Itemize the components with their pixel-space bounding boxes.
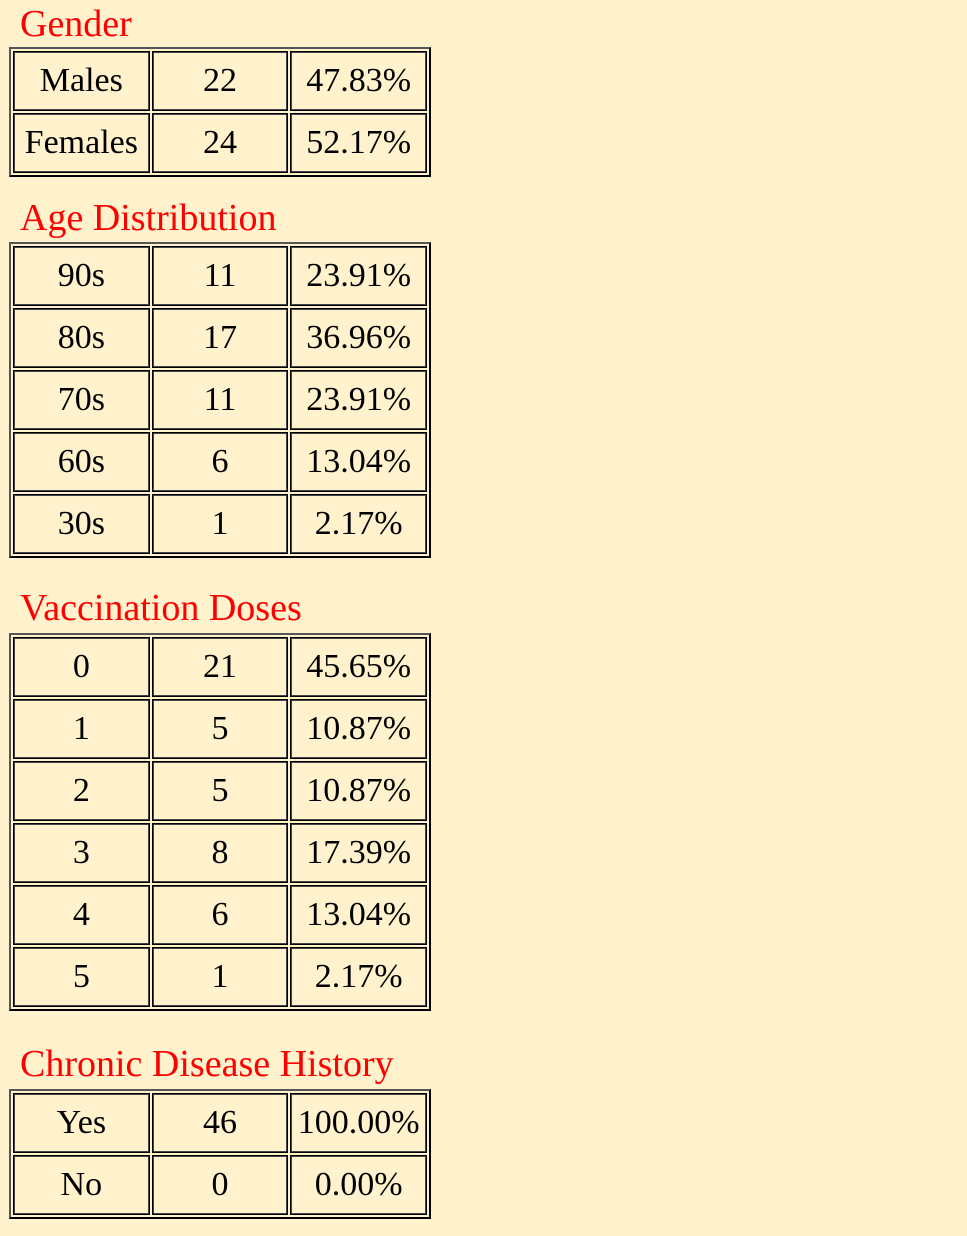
row-count: 8 [152,823,289,883]
vaccination-doses-table [9,633,431,1011]
row-label: 30s [13,494,150,554]
table-row [13,51,427,111]
table-row [13,885,427,945]
row-count: 1 [152,494,289,554]
table-row [13,761,427,821]
table-row [13,1093,427,1153]
row-percent: 2.17% [290,494,427,554]
row-label: 2 [13,761,150,821]
row-label: Males [13,51,150,111]
row-label: 90s [13,246,150,306]
row-count: 21 [152,637,289,697]
table-row [13,113,427,173]
row-label: 4 [13,885,150,945]
row-label: Females [13,113,150,173]
row-count: 24 [152,113,289,173]
chronic-disease-history-table [9,1089,431,1219]
table-row [13,637,427,697]
row-percent: 47.83% [290,51,427,111]
row-count: 22 [152,51,289,111]
row-label: 60s [13,432,150,492]
age-distribution-table [9,242,431,558]
row-percent: 13.04% [290,432,427,492]
row-label: 1 [13,699,150,759]
row-label: No [13,1155,150,1215]
row-count: 11 [152,370,289,430]
row-percent: 0.00% [290,1155,427,1215]
row-count: 17 [152,308,289,368]
section-title-vaccination-doses: Vaccination Doses [20,587,302,629]
row-label: Yes [13,1093,150,1153]
row-percent: 2.17% [290,947,427,1007]
row-percent: 10.87% [290,761,427,821]
gender-table [9,47,431,177]
row-count: 5 [152,699,289,759]
row-label: 5 [13,947,150,1007]
table-row [13,246,427,306]
table-row [13,947,427,1007]
table-row [13,494,427,554]
row-percent: 45.65% [290,637,427,697]
section-title-chronic-disease-history: Chronic Disease History [20,1043,394,1085]
row-label: 0 [13,637,150,697]
table-row [13,699,427,759]
table-row [13,1155,427,1215]
table-row [13,308,427,368]
row-percent: 13.04% [290,885,427,945]
row-label: 80s [13,308,150,368]
row-count: 11 [152,246,289,306]
row-label: 70s [13,370,150,430]
table-row [13,823,427,883]
row-count: 6 [152,432,289,492]
row-percent: 10.87% [290,699,427,759]
row-count: 0 [152,1155,289,1215]
row-count: 5 [152,761,289,821]
row-count: 46 [152,1093,289,1153]
row-percent: 17.39% [290,823,427,883]
row-percent: 23.91% [290,246,427,306]
row-count: 6 [152,885,289,945]
row-label: 3 [13,823,150,883]
row-percent: 52.17% [290,113,427,173]
row-count: 1 [152,947,289,1007]
section-title-gender: Gender [20,3,132,45]
table-row [13,370,427,430]
row-percent: 100.00% [290,1093,427,1153]
row-percent: 36.96% [290,308,427,368]
table-row [13,432,427,492]
section-title-age-distribution: Age Distribution [20,197,277,239]
row-percent: 23.91% [290,370,427,430]
